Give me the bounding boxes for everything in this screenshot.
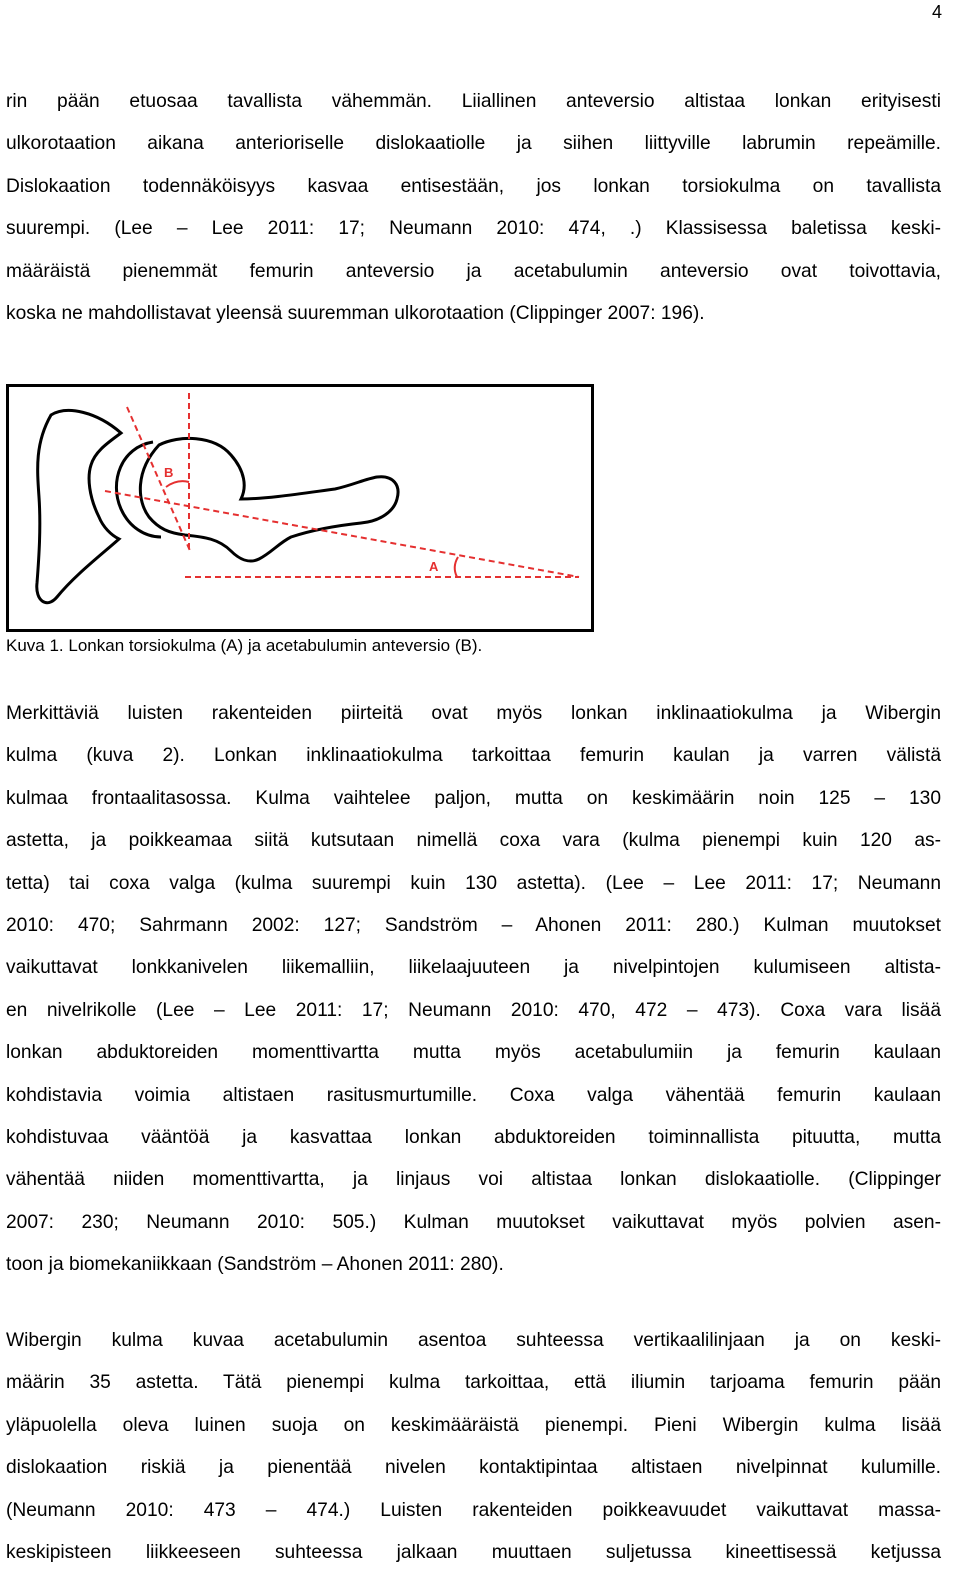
text-line: en nivelrikolle (Lee – Lee 2011: 17; Neumann 2010: 470, 472 – 473). Coxa vara lisää — [6, 999, 941, 1021]
angle-b-arc — [166, 481, 189, 487]
paragraph-wiberg — [6, 1320, 941, 1574]
angle-a-arc — [455, 557, 458, 577]
hip-diagram — [9, 387, 591, 629]
angle-a-label: A — [429, 559, 439, 574]
text-line: kulma (kuva 2). Lonkan inklinaatiokulma tarkoittaa femurin kaulan ja varren välistä — [6, 745, 941, 767]
text-line: Merkittäviä luisten rakenteiden piirteitä ovat myös lonkan inklinaatiokulma ja Wibergin — [6, 703, 941, 724]
text-line: toon ja biomekaniikkaan (Sandström – Ahonen 2011: 280). — [6, 1254, 504, 1276]
text-line: Wibergin kulma kuvaa acetabulumin asentoa suhteessa vertikaalilinjaan ja on keski- — [6, 1330, 941, 1351]
text-line: ulkorotaation aikana anterioriselle dislokaatiolle ja siihen liittyville labrumin repeämille. — [6, 133, 941, 155]
text-line: Dislokaation todennäköisyys kasvaa entisestään, jos lonkan torsiokulma on tavallista — [6, 175, 941, 197]
paragraph-torsion — [6, 81, 941, 335]
text-line: suurempi. (Lee – Lee 2011: 17; Neumann 2010: 474, .) Klassisessa baletissa keski- — [6, 218, 941, 240]
text-line: lonkan abduktoreiden momenttivartta mutta myös acetabulumiin ja femurin kaulaan — [6, 1042, 941, 1064]
text-line: vaikuttavat lonkkanivelen liikemalliin, liikelaajuuteen ja nivelpintojen kulumiseen altista- — [6, 957, 941, 979]
figure-caption: Kuva 1. Lonkan torsiokulma (A) ja acetabulumin anteversio (B). — [6, 636, 483, 655]
text-line: yläpuolella oleva luinen suoja on keskimääräistä pienempi. Pieni Wibergin kulma lisää — [6, 1414, 941, 1436]
text-line: kohdistavia voimia altistaen rasitusmurtumille. Coxa valga vähentää femurin kaulaan — [6, 1084, 941, 1106]
text-line: määräistä pienemmät femurin anteversio ja acetabulumin anteversio ovat toivottavia, — [6, 260, 941, 282]
text-line: kohdistuvaa vääntöä ja kasvattaa lonkan abduktoreiden toiminnallista pituutta, mutta — [6, 1127, 941, 1149]
text-line: tetta) tai coxa valga (kulma suurempi kuin 130 astetta). (Lee – Lee 2011: 17; Neumann — [6, 872, 941, 894]
page-number: 4 — [931, 2, 942, 22]
text-line: rin pään etuosaa tavallista vähemmän. Liiallinen anteversio altistaa lonkan erityisesti — [6, 91, 941, 112]
text-line: kulmaa frontaalitasossa. Kulma vaihtelee paljon, mutta on keskimäärin noin 125 – 130 — [6, 787, 941, 809]
text-line: koska ne mahdollistavat yleensä suuremman ulkorotaation (Clippinger 2007: 196). — [6, 303, 705, 325]
text-line: astetta, ja poikkeamaa siitä kutsutaan nimellä coxa vara (kulma pienempi kuin 120 as- — [6, 830, 941, 852]
text-line: keskipisteen liikkeeseen suhteessa jalkaan muuttaen suljetussa kineettisessä ketjussa — [6, 1542, 941, 1564]
pelvis-outline — [37, 411, 121, 603]
text-line: määrin 35 astetta. Tätä pienempi kulma tarkoittaa, että iliumin tarjoama femurin pään — [6, 1372, 941, 1394]
text-line: vähentää niiden momenttivartta, ja linjaus voi altistaa lonkan dislokaatiolle. (Clippinger — [6, 1169, 941, 1191]
hip-diagram-figure — [6, 384, 594, 632]
text-line: 2010: 470; Sahrmann 2002: 127; Sandström – Ahonen 2011: 280.) Kulman muutokset — [6, 915, 941, 937]
text-line: dislokaation riskiä ja pienentää nivelen kontaktipintaa altistaen nivelpinnat kulumille. — [6, 1457, 941, 1479]
text-line: (Neumann 2010: 473 – 474.) Luisten rakenteiden poikkeavuudet vaikuttavat massa- — [6, 1499, 941, 1521]
text-line: 2007: 230; Neumann 2010: 505.) Kulman muutokset vaikuttavat myös polvien asen- — [6, 1211, 941, 1233]
paragraph-inclination — [6, 693, 941, 1287]
angle-b-label: B — [164, 465, 174, 480]
acetabulum-axis-line — [127, 407, 191, 553]
femur-outline — [140, 438, 398, 561]
